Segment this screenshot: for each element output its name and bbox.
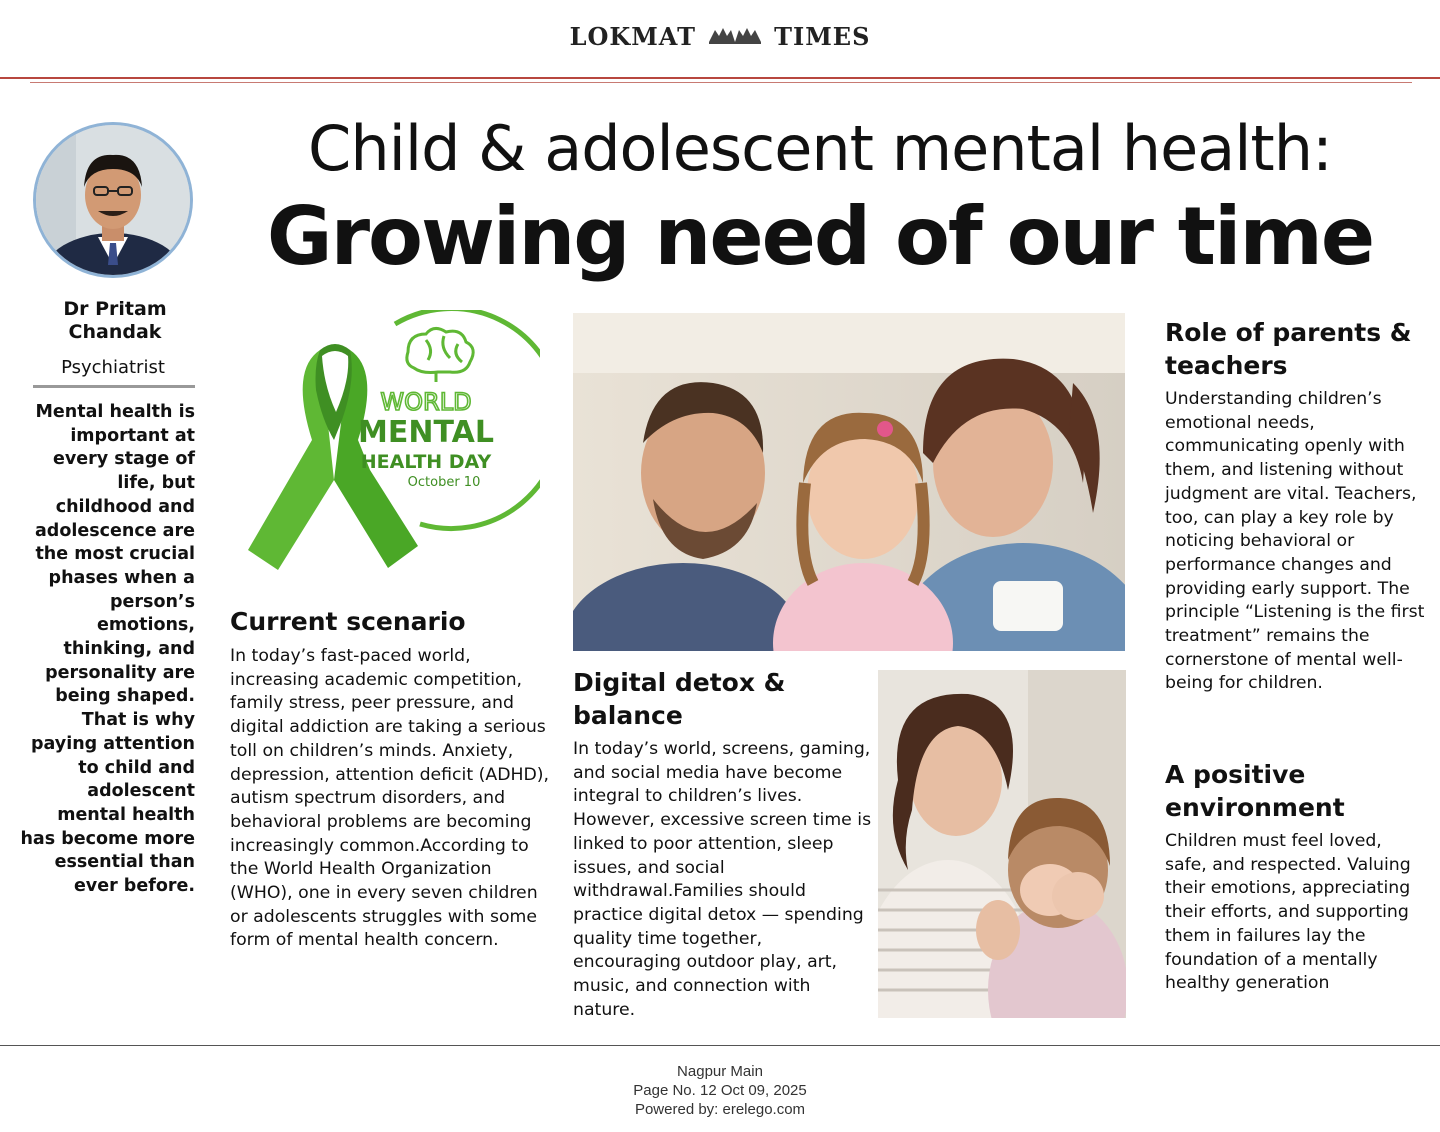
newspaper-emblem-icon — [705, 24, 765, 50]
footer-page: Page No. 12 Oct 09, 2025 — [633, 1082, 807, 1099]
world-mental-health-day-logo — [230, 310, 540, 590]
logo-line1: WORLD — [380, 388, 472, 416]
brain-icon — [407, 328, 473, 382]
logo-line4: October 10 — [407, 475, 481, 490]
author-name-first: Dr Pritam — [63, 298, 167, 320]
masthead-rule — [0, 77, 1440, 79]
author-avatar — [33, 122, 193, 278]
section-heading-positive: A positive environment — [1165, 760, 1345, 822]
author-divider — [33, 385, 195, 388]
headline-line1: Child & adolescent mental health: — [308, 112, 1332, 185]
section-text-positive: Children must feel loved, safe, and respected. Valuing their emotions, appreciating their efforts, and supporting them in failures lay the foundation of a mentally healthy generation — [1165, 831, 1411, 994]
footer — [0, 1062, 1440, 1119]
intro-text: Mental health is important at every stage of life, but childhood and adolescence are the most crucial phases when a person’s emotions, thinking, and personality are being shaped. That is why paying attention to child and adolescent mental health has become more essential than ever before. — [20, 402, 195, 897]
headline-line2: Growing need of our time — [266, 190, 1374, 283]
footer-powered-by: Powered by: erelego.com — [634, 1101, 806, 1118]
masthead-left-word: LOKMAT — [569, 22, 696, 51]
masthead-rule-thin — [30, 82, 1412, 83]
author-name — [30, 298, 200, 344]
mother-child-photo — [878, 670, 1126, 1018]
footer-rule — [0, 1045, 1440, 1046]
logo-line3: HEALTH DAY — [360, 451, 492, 473]
masthead-right-word: TIMES — [774, 22, 871, 51]
footer-edition: Nagpur Main — [677, 1063, 763, 1080]
section-text-digital: In today’s world, screens, gaming, and social media have become integral to children’s lives. However, excessive screen time is linked to poor attention, sleep issues, and social withdrawal.Families should practice digital detox — spending quality time together, encouraging outdoor play, art, music, and connection with nature. — [573, 739, 872, 1020]
family-photo — [573, 313, 1125, 651]
section-text-current: In today’s fast-paced world, increasing academic competition, family stress, peer pressure, and digital addiction are taking a serious toll on children’s minds. Anxiety, depression, attention deficit (ADHD), autism spectrum disorders, and behavioral problems are becoming increasingly common.According to the World Health Organization (WHO), one in every seven children or adolescents struggles with some form of mental health concern. — [230, 646, 550, 951]
section-heading-role: Role of parents & teachers — [1165, 318, 1412, 380]
logo-line2: MENTAL — [358, 415, 494, 450]
author-name-last: Chandak — [68, 321, 162, 343]
masthead — [0, 22, 1440, 51]
section-heading-digital: Digital detox & balance — [573, 668, 786, 730]
section-text-role: Understanding children’s emotional needs, communicating openly with them, and listening without judgment are vital. Teachers, too, can play a key role by noticing behavioral or performance changes and providing early support. The principle “Listening is the first treatment” remains the cornerstone of mental well-being for children. — [1165, 389, 1425, 694]
section-heading-current: Current scenario — [230, 607, 466, 636]
author-role: Psychiatrist — [61, 357, 165, 378]
